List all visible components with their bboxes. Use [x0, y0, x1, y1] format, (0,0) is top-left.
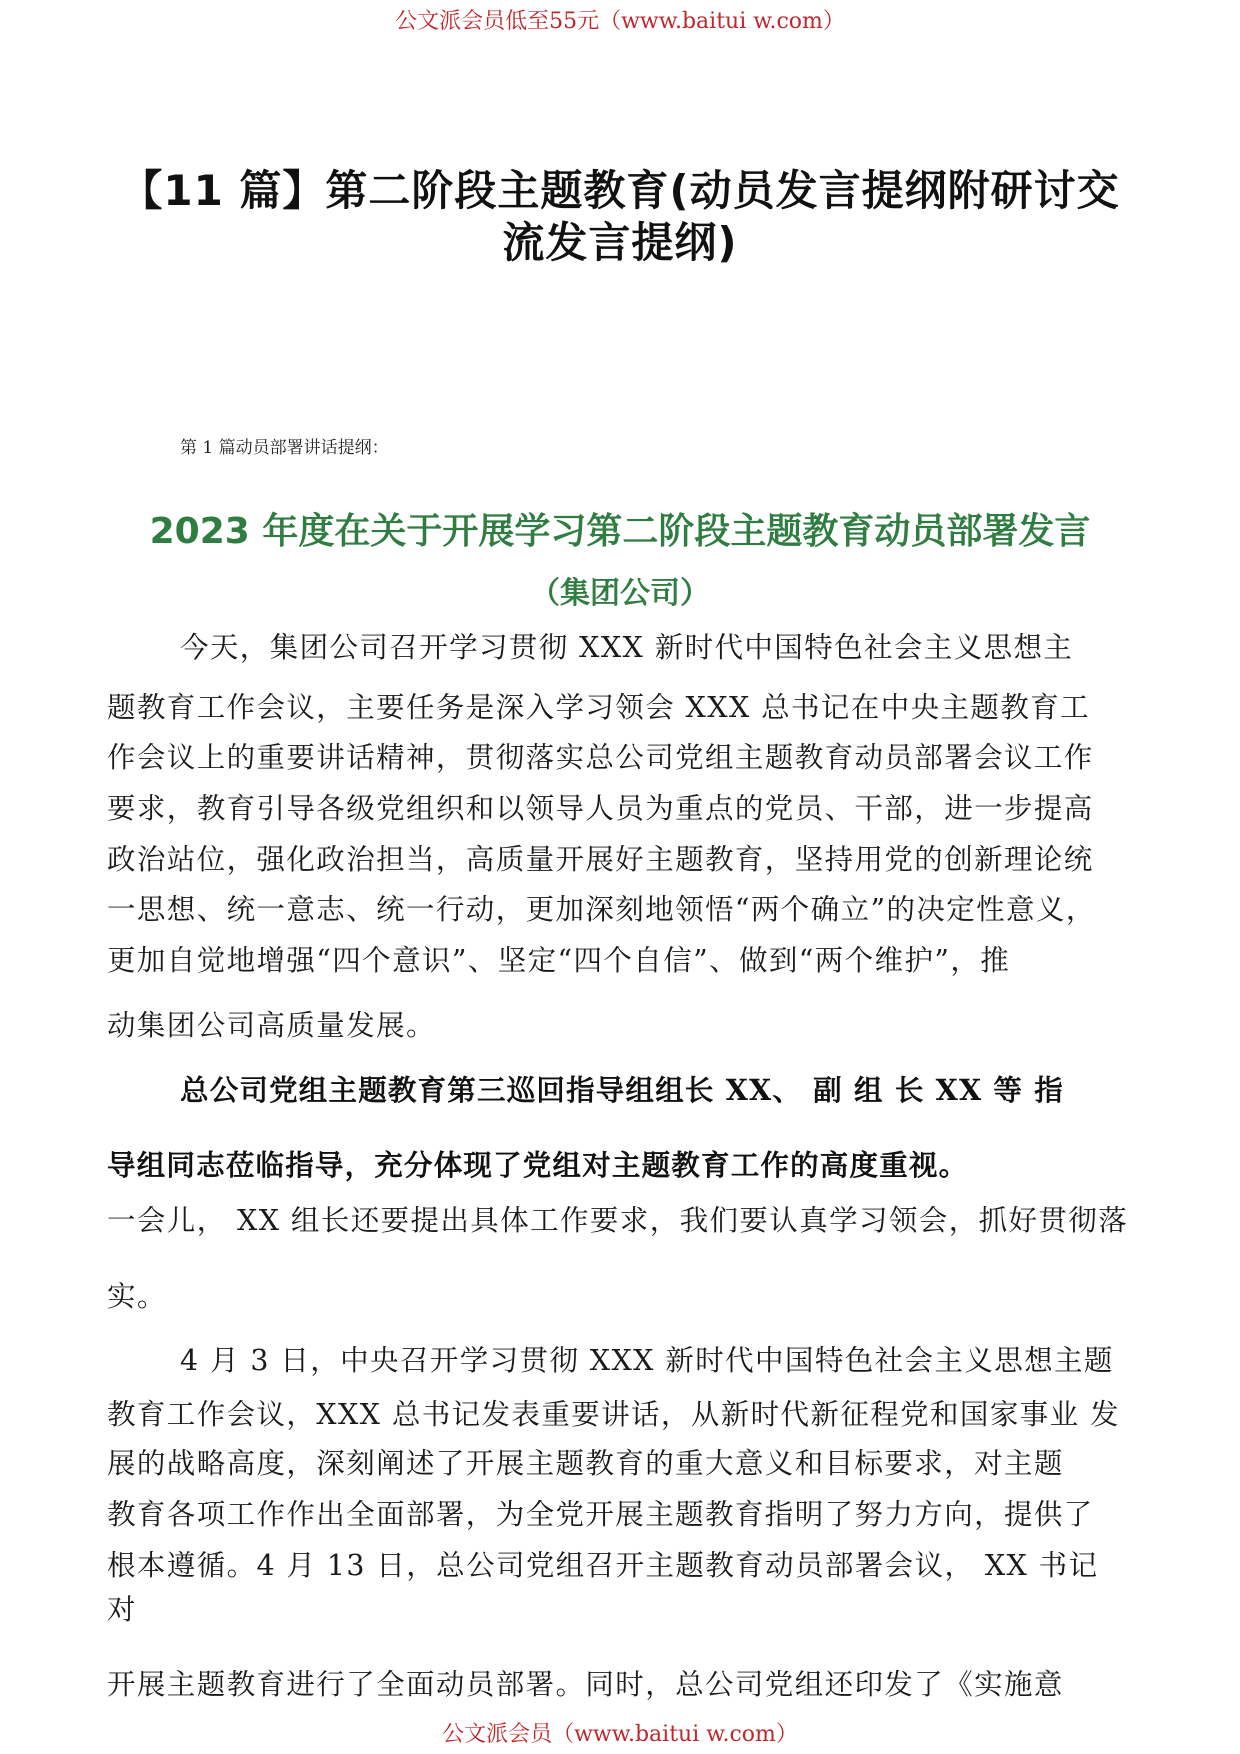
document-title-line2: 流发言提纲) [502, 218, 738, 267]
paragraph2-line: 实。 [107, 1280, 167, 1313]
paragraph2-bold-line: 总公司党组主题教育第三巡回指导组组长 XX、 副 组 长 XX 等 指 [180, 1073, 1064, 1107]
speech-subtitle: （集团公司） [530, 576, 710, 611]
paragraph3-line: 教育工作会议，XXX 总书记发表重要讲话，从新时代新征程党和国家事业 发 [107, 1398, 1120, 1431]
paragraph1-line: 今天，集团公司召开学习贯彻 XXX 新时代中国特色社会主义思想主 [180, 631, 1074, 664]
paragraph3-line: 对 [107, 1593, 137, 1626]
paragraph1-line: 题教育工作会议，主要任务是深入学习领会 XXX 总书记在中央主题教育工 [107, 691, 1090, 724]
paragraph1-line: 动集团公司高质量发展。 [107, 1009, 436, 1042]
paragraph3-line: 根本遵循。4 月 13 日，总公司党组召开主题教育动员部署会议， XX 书记 [107, 1549, 1099, 1582]
paragraph1-line: 更加自觉地增强“四个意识”、坚定“四个自信”、做到“两个维护”，推 [107, 944, 1011, 977]
paragraph2-bold-line: 导组同志莅临指导，充分体现了党组对主题教育工作的高度重视。 [107, 1148, 969, 1182]
speech-title: 2023 年度在关于开展学习第二阶段主题教育动员部署发言 [149, 511, 1091, 552]
paragraph2-line: 一会儿， XX 组长还要提出具体工作要求，我们要认真学习领会，抓好贯彻落 [107, 1204, 1129, 1237]
section-label: 第 1 篇动员部署讲话提纲： [180, 438, 389, 458]
footer-banner: 公文派会员（www.baitui w.com） [442, 1722, 798, 1747]
paragraph3-line: 展的战略高度，深刻阐述了开展主题教育的重大意义和目标要求，对主题 [107, 1447, 1064, 1480]
paragraph3-line: 4 月 3 日，中央召开学习贯彻 XXX 新时代中国特色社会主义思想主题 [180, 1344, 1114, 1377]
document-title-line1: 【11 篇】第二阶段主题教育(动员发言提纲附研讨交 [120, 166, 1120, 215]
paragraph1-line: 一思想、统一意志、统一行动，更加深刻地领悟“两个确立”的决定性意义， [107, 893, 1096, 926]
paragraph3-line: 开展主题教育进行了全面动员部署。同时，总公司党组还印发了《实施意 [107, 1668, 1064, 1701]
header-banner: 公文派会员低至55元（www.baitui w.com） [395, 9, 845, 34]
paragraph1-line: 政治站位，强化政治担当，高质量开展好主题教育，坚持用党的创新理论统 [107, 843, 1094, 876]
paragraph1-line: 作会议上的重要讲话精神，贯彻落实总公司党组主题教育动员部署会议工作 [107, 741, 1094, 774]
paragraph1-line: 要求，教育引导各级党组织和以领导人员为重点的党员、干部，进一步提高 [107, 792, 1094, 825]
paragraph3-line: 教育各项工作作出全面部署，为全党开展主题教育指明了努力方向，提供了 [107, 1498, 1094, 1531]
